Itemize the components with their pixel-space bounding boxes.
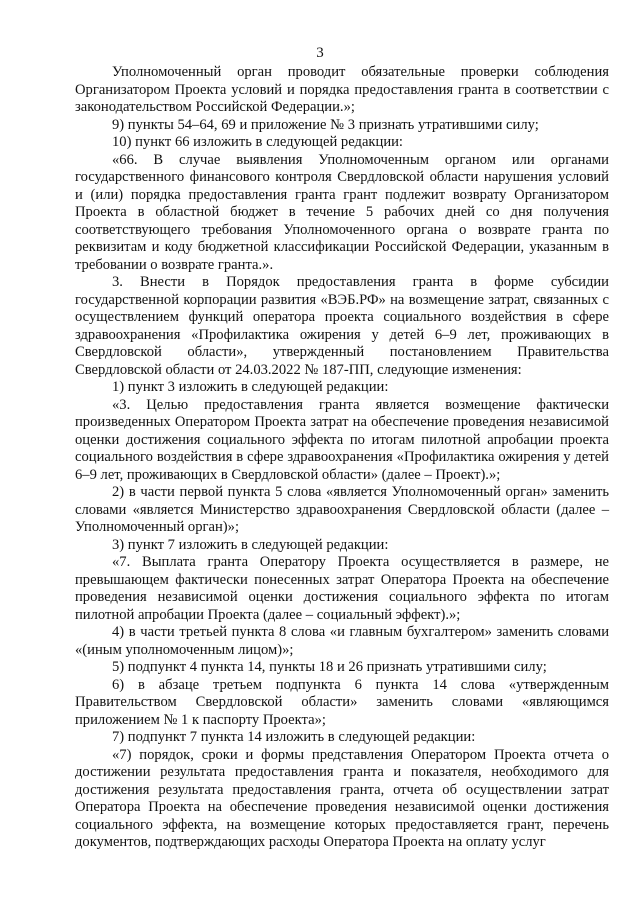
- paragraph: «7) порядок, сроки и формы представления Оператором Проекта отчета о достижении результата предоставления гранта и показателя, необходимого для достижения результата предоставления гранта, отчета об осуществлении затрат Оператора Проекта на обеспечение проведения независимой оценки достижения социального эффекта, на возмещение которых предоставляется грант, перечень документов, подтверждающих расходы Оператора Проекта на оплату услуг: [75, 746, 609, 850]
- paragraph: 7) подпункт 7 пункта 14 изложить в следующей редакции:: [112, 729, 476, 745]
- paragraph: Уполномоченный орган проводит обязательные проверки соблюдения Организатором Проекта условий и порядка предоставления гранта в соответствии с законодательством Российской Федерации.»;: [75, 64, 609, 115]
- document-body: [75, 64, 609, 852]
- paragraph: «3. Целью предоставления гранта является возмещение фактически произведенных Оператором Проекта затрат на обеспечение проведения независимой оценки достижения социального эффекта по итогам пилотной апробации проекта социального воздействия в сфере здравоохранения «Профилактика ожирения у детей 6–9 лет, проживающих в Свердловской области» (далее – Проект).»;: [75, 396, 609, 483]
- paragraph: 2) в части первой пункта 5 слова «является Уполномоченный орган» заменить словами «является Министерство здравоохранения Свердловской области (далее – Уполномоченный орган)»;: [75, 484, 609, 535]
- paragraph: 1) пункт 3 изложить в следующей редакции:: [112, 379, 389, 395]
- paragraph: 10) пункт 66 изложить в следующей редакции:: [112, 134, 403, 150]
- paragraph: 9) пункты 54–64, 69 и приложение № 3 признать утратившими силу;: [112, 116, 539, 133]
- paragraph: 3) пункт 7 изложить в следующей редакции:: [112, 536, 389, 553]
- page-number: 3: [316, 45, 324, 61]
- paragraph: «66. В случае выявления Уполномоченным органом или органами государственного финансового контроля Свердловской области нарушения условий и (или) порядка предоставления гранта грант подлежит возврату Организатором Проекта в областной бюджет в течение 5 рабочих дней со дня получения соответствующего требования Уполномоченного органа о возврате гранта по реквизитам и коду бюджетной классификации Российской Федерации, указанным в требовании о возврате гранта.».: [75, 151, 609, 273]
- paragraph: 5) подпункт 4 пункта 14, пункты 18 и 26 признать утратившими силу;: [112, 659, 547, 675]
- paragraph: 4) в части третьей пункта 8 слова «и главным бухгалтером» заменить словами «(иным уполномоченным лицом)»;: [75, 624, 609, 658]
- paragraph: «7. Выплата гранта Оператору Проекта осуществляется в размере, не превышающем фактически понесенных затрат Оператора Проекта на обеспечение проведения независимой оценки достижения социального эффекта по итогам пилотной апробации Проекта (далее – социальный эффект).»;: [75, 554, 609, 623]
- paragraph: 6) в абзаце третьем подпункта 6 пункта 14 слова «утвержденным Правительством Свердловской области» заменить словами «являющимся приложением № 1 к паспорту Проекта»;: [75, 676, 609, 728]
- paragraph: 3. Внести в Порядок предоставления гранта в форме субсидии государственной корпорации развития «ВЭБ.РФ» на возмещение затрат, связанных с осуществлением функций оператора проекта социального воздействия в сфере здравоохранения «Профилактика ожирения у детей 6–9 лет, проживающих в Свердловской области», утвержденный постановлением Правительства Свердловской области от 24.03.2022 № 187-ПП, следующие изменения:: [75, 274, 609, 378]
